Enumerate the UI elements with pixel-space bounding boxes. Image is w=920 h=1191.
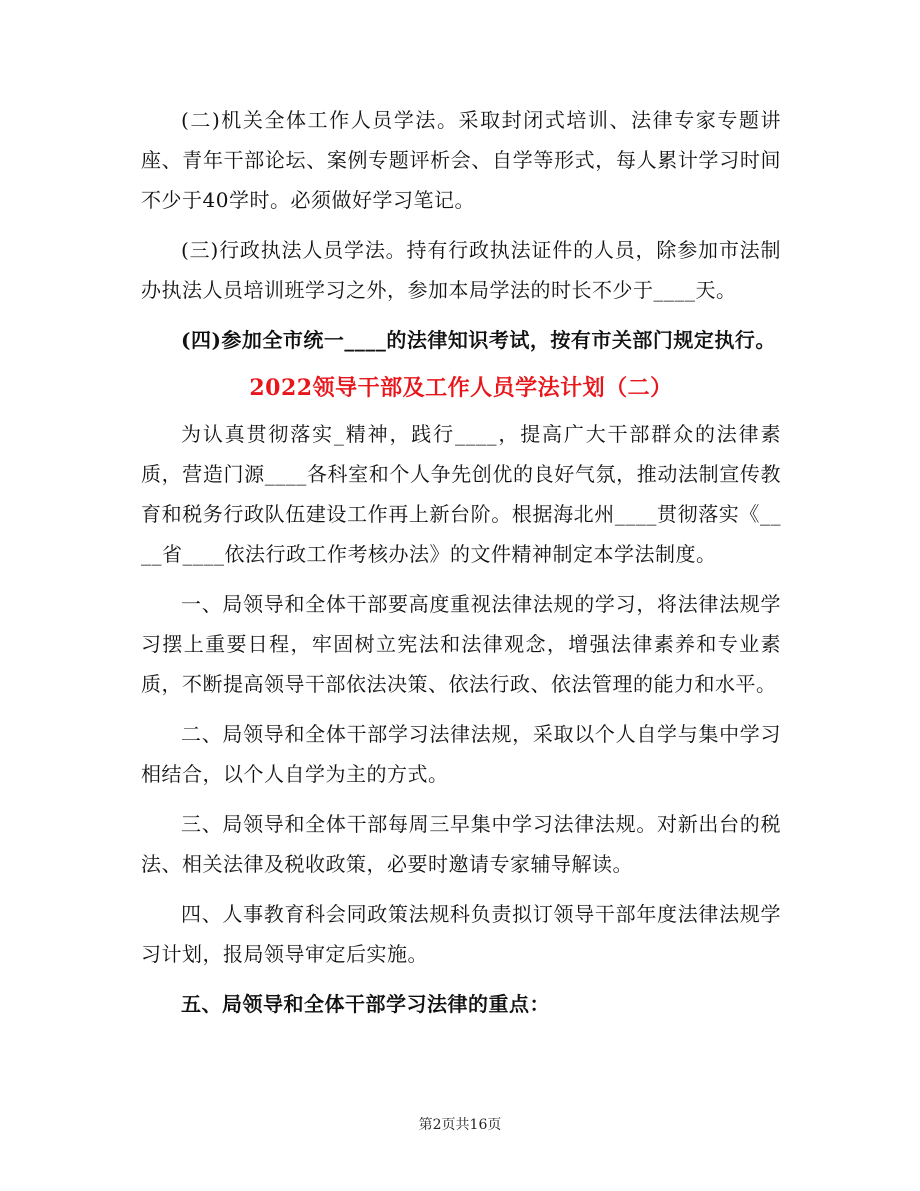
intro-paragraph: 为认真贯彻落实_精神，践行____，提高广大干部群众的法律素质，营造门源____各科室和个人争先创优的良好气氛，推动法制宣传教育和税务行政队伍建设工作再上新台阶。根据海北州____贯彻落实《____省____依法行政工作考核办法》的文件精神制定本学法制度。 (141, 422, 781, 566)
item-4-paragraph: 四、人事教育科会同政策法规科负责拟订领导干部年度法律法规学习计划，报局领导审定后实施。 (141, 902, 781, 966)
paragraph-3: (三)行政执法人员学法。持有行政执法证件的人员，除参加市法制办执法人员培训班学习之外，参加本局学法的时长不少于____天。 (141, 238, 781, 302)
paragraph-4: (四)参加全市统一____的法律知识考试，按有市关部门规定执行。 (181, 328, 776, 352)
item-1-paragraph: 一、局领导和全体干部要高度重视法律法规的学习，将法律法规学习摆上重要日程，牢固树立宪法和法律观念，增强法律素养和专业素质，不断提高领导干部依法决策、依法行政、依法管理的能力和水平。 (141, 592, 781, 696)
item-5-heading: 五、局领导和全体干部学习法律的重点： (181, 992, 550, 1016)
paragraph-2: (二)机关全体工作人员学法。采取封闭式培训、法律专家专题讲座、青年干部论坛、案例专题评析会、自学等形式，每人累计学习时间不少于40学时。必须做好学习笔记。 (141, 108, 781, 212)
section-title: 2022领导干部及工作人员学法计划（二） (249, 375, 673, 401)
page-number: 第2页共16页 (418, 1117, 502, 1133)
item-3-paragraph: 三、局领导和全体干部每周三早集中学习法律法规。对新出台的税法、相关法律及税收政策，必要时邀请专家辅导解读。 (141, 812, 781, 876)
item-2-paragraph: 二、局领导和全体干部学习法律法规，采取以个人自学与集中学习相结合，以个人自学为主的方式。 (141, 722, 781, 786)
document-body (141, 100, 781, 1024)
